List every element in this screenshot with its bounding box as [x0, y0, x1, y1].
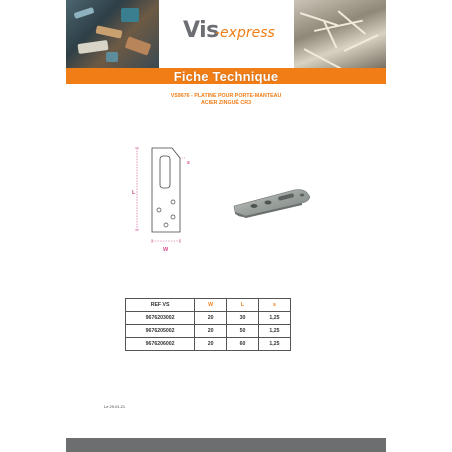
product-photo — [232, 184, 312, 218]
dimension-s-label: s — [187, 160, 190, 166]
section-ribbon — [66, 68, 386, 84]
col-s: s — [258, 299, 290, 312]
cell-ref: 9676206002 — [126, 338, 195, 351]
col-ref: REF VS — [126, 299, 195, 312]
product-material: ACIER ZINGUÉ CR3 — [200, 100, 252, 106]
technical-drawing — [132, 144, 192, 256]
cell-s: 1,25 — [258, 312, 290, 325]
cell-ref: 9676205002 — [126, 325, 195, 338]
footer-bar — [66, 438, 386, 452]
col-w: W — [195, 299, 227, 312]
table-row — [126, 325, 291, 338]
cell-w: 20 — [195, 325, 227, 338]
cell-s: 1,25 — [258, 338, 290, 351]
cell-s: 1,25 — [258, 325, 290, 338]
cell-w: 20 — [195, 312, 227, 325]
table-row — [126, 312, 291, 325]
product-title: VS9676 - PLATINE POUR PORTE-MANTEAU — [170, 93, 282, 99]
document-date: Le 29.01.21 — [104, 404, 126, 409]
screws-photo — [294, 0, 386, 68]
col-l: L — [227, 299, 259, 312]
logo-text-main: Vis — [183, 18, 219, 43]
cell-l: 30 — [227, 312, 259, 325]
header-banner — [66, 0, 386, 68]
ribbon-label: Fiche Technique — [173, 68, 279, 84]
dimension-l-label: L — [132, 190, 136, 196]
logo-text-accent: -express — [215, 25, 275, 41]
cell-w: 20 — [195, 338, 227, 351]
cell-ref: 9676203002 — [126, 312, 195, 325]
reference-table — [125, 298, 291, 351]
table-header-row — [126, 299, 291, 312]
tech-sheet — [66, 0, 386, 452]
dimension-w-label: W — [163, 247, 169, 253]
brand-logo[interactable] — [159, 0, 294, 68]
tools-photo — [66, 0, 159, 68]
cell-l: 50 — [227, 325, 259, 338]
table-row — [126, 338, 291, 351]
cell-l: 60 — [227, 338, 259, 351]
